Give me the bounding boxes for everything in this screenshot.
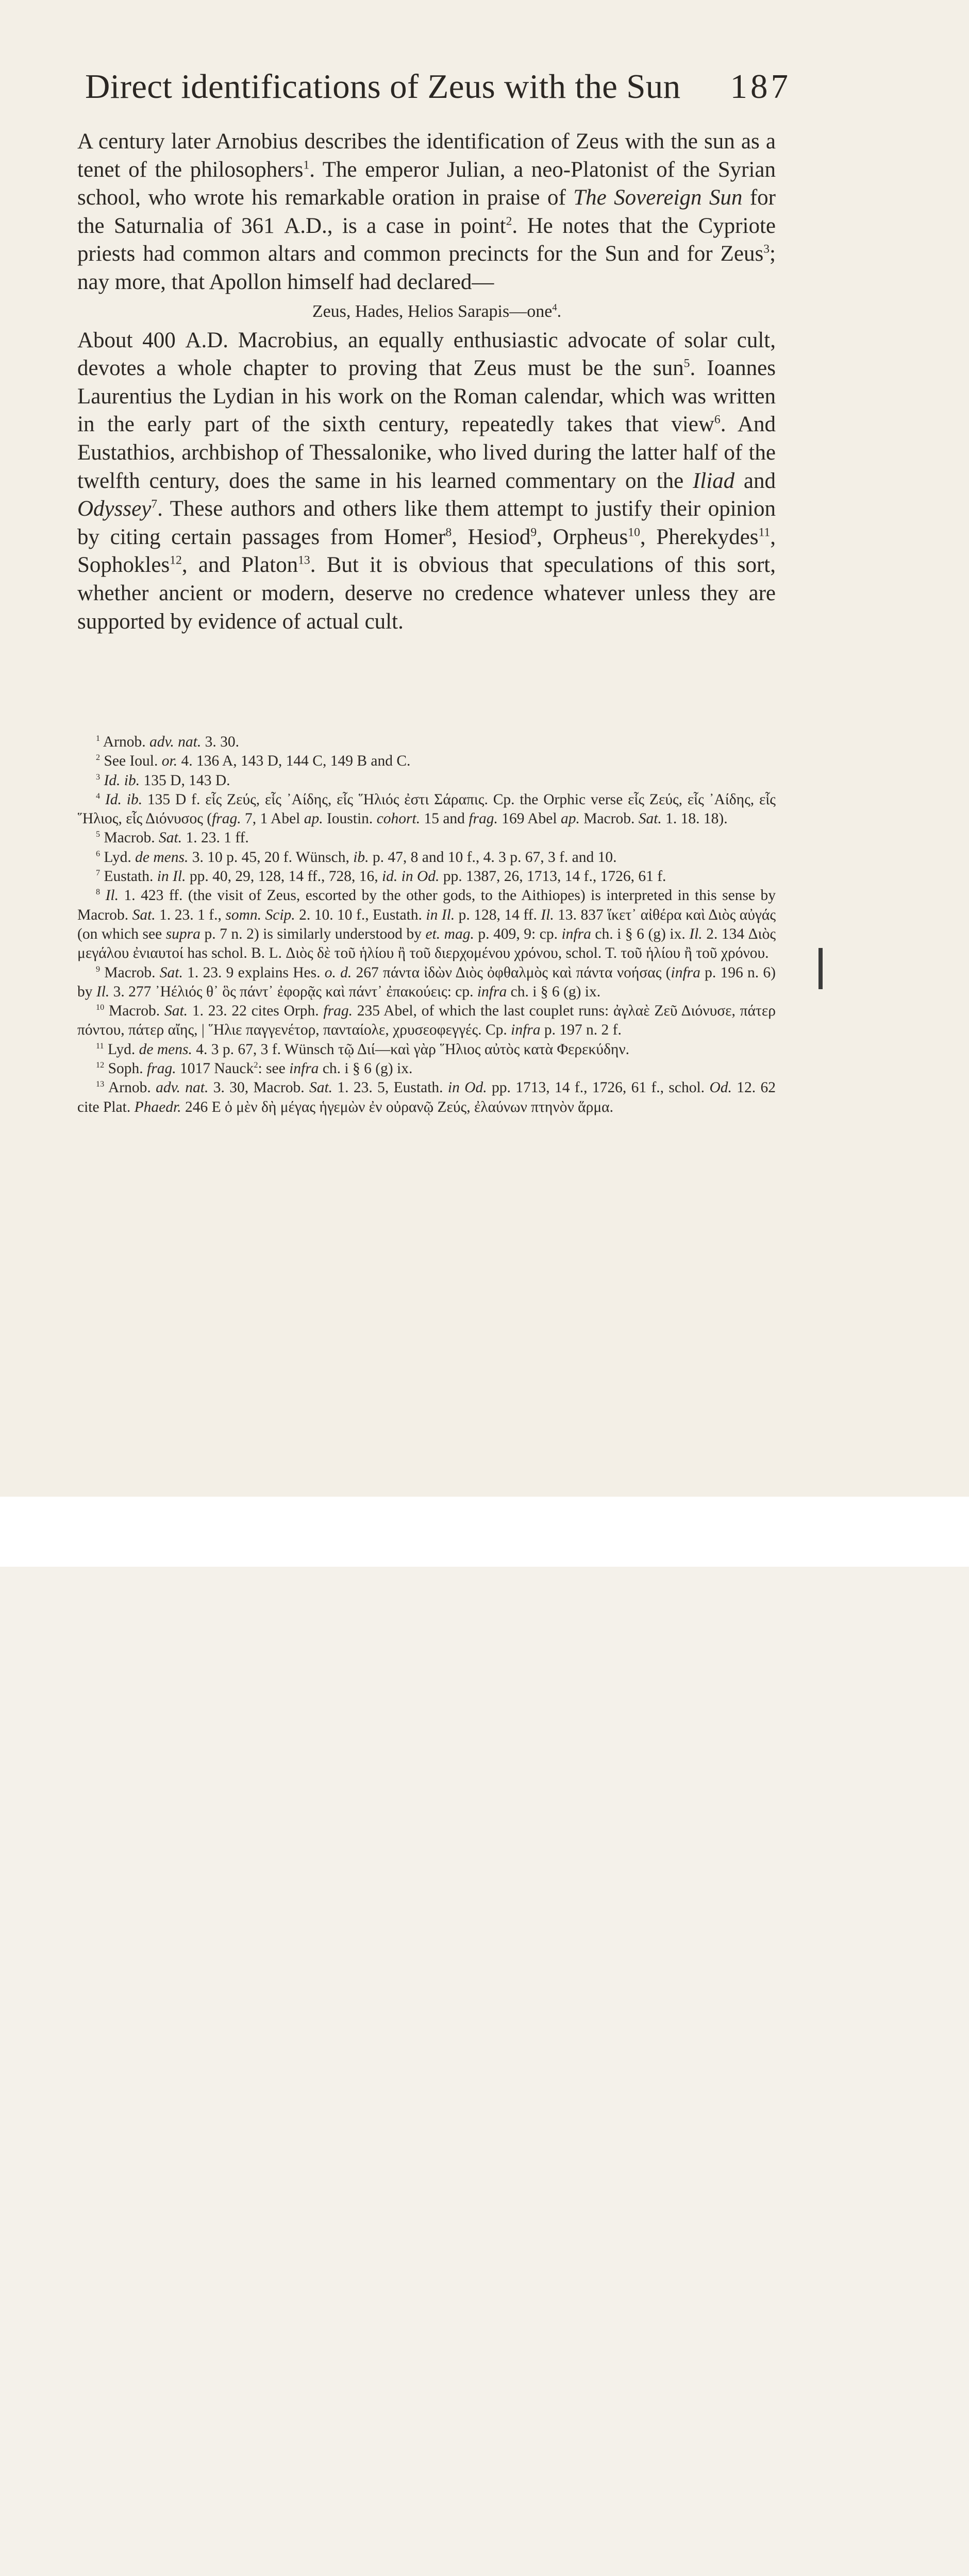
text-run: A century later Arnobius describes the identification of Zeus with the sun as a tenet of the philosophers — [77, 129, 776, 182]
text-run — [100, 791, 105, 808]
text-run: 1. 423 ff. (the visit of Zeus, escorted by the other gods, to the Aithiopes) is interpreted in this sense by Macrob. — [77, 887, 776, 923]
text-run: ch. i § 6 (g) ix. — [591, 925, 690, 942]
text-run: , Orpheus — [537, 524, 628, 549]
italic-ref: Od. — [709, 1079, 732, 1096]
italic-ref: frag. — [323, 1003, 353, 1020]
footnote-number: 11 — [96, 1041, 104, 1050]
footnote-number: 1 — [96, 734, 101, 743]
text-run: 267 πάντα ἰδὼν Διὸς ὀφθαλμὸς καὶ πάντα νοήσας ( — [352, 964, 671, 981]
text-run: , and Platon — [181, 553, 298, 578]
text-run: . He notes that the Cypriote priests had common altars and common precincts for the Sun and for Zeus — [77, 213, 776, 266]
italic-ref: Phaedr. — [134, 1098, 181, 1115]
text-run: 1. 23. 9 explains Hes. — [182, 964, 325, 981]
italic-ref: in Od. — [447, 1079, 487, 1096]
text-run: Macrob. — [104, 1003, 164, 1020]
main-text — [77, 128, 776, 636]
text-run: Macrob. — [579, 810, 639, 827]
text-run: . Ioannes Laurentius the Lydian in his work on the Roman calendar, which was written in the early part of the sixth century, repeatedly takes that view — [77, 356, 776, 437]
text-run: pp. 1713, 14 f., 1726, 61 f., schol. — [487, 1079, 710, 1096]
page-number: 187 — [730, 67, 791, 106]
text-run: Arnob. — [104, 1079, 156, 1096]
paragraph-1 — [77, 128, 776, 297]
italic-ref: frag. — [469, 810, 498, 827]
text-run — [397, 868, 401, 885]
italic-ref: cohort. — [376, 810, 421, 827]
text-run: 1. 23. 22 cites Orph. — [188, 1003, 324, 1020]
text-run: pp. 40, 29, 128, 14 ff., 728, 16, — [186, 868, 382, 885]
text-run: ch. i § 6 (g) ix. — [319, 1060, 413, 1077]
footnote-ref: 8 — [445, 526, 452, 539]
footnote-number: 4 — [96, 791, 101, 801]
italic-ref: Sat. — [309, 1079, 333, 1096]
text-run: 15 and — [420, 810, 469, 827]
footnote-ref: 10 — [628, 526, 640, 539]
footnote-ref: 7 — [151, 497, 158, 511]
block-quote — [77, 297, 776, 327]
italic-ref: Id. ib. — [104, 772, 140, 789]
footnote-number: 3 — [96, 772, 101, 782]
italic-ref: infra — [671, 964, 700, 981]
italic-title: Odyssey — [77, 497, 152, 521]
footnote-ref: 5 — [683, 357, 690, 370]
italic-ref: de mens. — [135, 849, 189, 866]
footnote — [77, 848, 776, 867]
italic-ref: Il. — [541, 906, 554, 923]
footnote — [77, 963, 776, 1002]
text-run: p. 196 n. 6) by — [77, 964, 776, 1000]
footnote-ref: 12 — [170, 553, 182, 567]
italic-ref: in Od. — [401, 868, 440, 885]
footnote-ref: 4 — [552, 302, 557, 313]
footnote-number: 5 — [96, 829, 101, 839]
italic-ref: in Il. — [157, 868, 186, 885]
footnote-number: 10 — [96, 1003, 105, 1012]
italic-ref: or. — [161, 753, 178, 770]
text-run: 3. 30, Macrob. — [208, 1079, 309, 1096]
text-run: p. 47, 8 and 10 f., 4. 3 p. 67, 3 f. and 10. — [369, 849, 617, 866]
italic-ref: Il. — [96, 983, 110, 1000]
italic-ref: id. — [381, 868, 398, 885]
italic-ref: Il. — [689, 925, 703, 942]
italic-ref: infra — [477, 983, 507, 1000]
text-run: Ioustin. — [323, 810, 377, 827]
italic-ref: somn. Scip. — [225, 906, 295, 923]
footnote-ref: 2 — [506, 214, 512, 228]
italic-ref: frag. — [147, 1060, 176, 1077]
text-run: and — [734, 468, 776, 493]
text-run: 135 D, 143 D. — [140, 772, 230, 789]
small-caps: A.D. — [284, 213, 327, 238]
text-run: , Hesiod — [452, 524, 531, 549]
footnotes — [77, 733, 776, 1117]
text-run: Zeus, Hades, Helios Sarapis—one — [312, 301, 553, 321]
text-run: Lyd. — [104, 1041, 139, 1058]
text-run: . But it is obvious that speculations of this sort, whether ancient or modern, deserve no credence whatever unless they are supported by evidence of actual cult. — [77, 553, 776, 634]
edition-sup: 2 — [254, 1060, 258, 1070]
footnote-ref: 1 — [303, 158, 310, 172]
footnote-ref: 3 — [763, 243, 770, 257]
text-run: 2. 134 Διὸς μεγάλου ἐνιαυτοί has schol. B. L. Διὸς δὲ τοῦ ἡλίου ἢ τοῦ διερχομένου χρόνου, schol. T. τοῦ ἡλίου ἢ τοῦ χρόνου. — [77, 925, 776, 962]
footnote — [77, 886, 776, 963]
text-run — [100, 887, 106, 904]
viewer-footer — [0, 1497, 969, 1567]
text-run: Macrob. — [100, 829, 159, 846]
italic-ref: o. d. — [324, 964, 352, 981]
italic-ref: infra — [289, 1060, 319, 1077]
text-run: . — [557, 301, 562, 321]
small-caps: A.D. — [185, 328, 229, 352]
footnote — [77, 1059, 776, 1078]
italic-ref: adv. nat. — [149, 734, 202, 750]
italic-ref: frag. — [212, 810, 241, 827]
text-run: p. 197 n. 2 f. — [540, 1022, 622, 1039]
text-run: . And Eustathios, archbishop of Thessalonike, who lived during the latter half of the twelfth century, does the same in his learned commentary on the — [77, 412, 776, 493]
text-run: . The emperor Julian, a neo-Platonist of the Syrian school, who wrote his remarkable oration in praise of — [77, 157, 776, 210]
footnote — [77, 752, 776, 771]
text-run: Soph. — [104, 1060, 147, 1077]
italic-ref: Sat. — [158, 829, 182, 846]
footnote-number: 13 — [96, 1079, 105, 1089]
footnote — [77, 867, 776, 886]
footnote — [77, 1002, 776, 1040]
italic-ref: infra — [511, 1022, 541, 1039]
footnote — [77, 1040, 776, 1059]
footnote-number: 2 — [96, 753, 101, 762]
text-run: 135 D f. εἷς Ζεύς, εἷς ᾿Αίδης, εἷς ῞Ηλιός ἐστι Σάραπις. Cp. the Orphic verse εἷς Ζεύς, εἷς ᾿Αίδης, εἷς ῞Ηλιος, εἷς Διόνυσος ( — [77, 791, 776, 827]
footnote-number: 6 — [96, 849, 101, 858]
italic-title: Iliad — [692, 468, 735, 493]
text-run: ch. i § 6 (g) ix. — [507, 983, 601, 1000]
text-run: 4. 136 A, 143 D, 144 C, 149 B and C. — [177, 753, 411, 770]
text-run: 12. 62 cite Plat. — [77, 1079, 776, 1115]
footnote-number: 7 — [96, 868, 101, 878]
text-run: , is a case in point — [327, 213, 506, 238]
italic-ref: Sat. — [164, 1003, 188, 1020]
text-run: Eustath. — [100, 868, 157, 885]
italic-ref: in Il. — [426, 906, 455, 923]
text-run: See Ioul. — [100, 753, 162, 770]
page-title: Direct identifications of Zeus with the Sun — [85, 67, 681, 106]
text-run: 246 E ὁ μὲν δὴ μέγας ἡγεμὼν ἐν οὐρανῷ Ζεύς, ἐλαύνων πτηνὸν ἅρμα. — [181, 1098, 613, 1115]
italic-ref: supra — [165, 925, 201, 942]
text-run: p. 128, 14 ff. — [455, 906, 541, 923]
italic-ref: Sat. — [159, 964, 183, 981]
text-run: for the Saturnalia of 361 — [77, 185, 776, 238]
text-run: p. 7 n. 2) is similarly understood by — [200, 925, 426, 942]
footnote-ref: 13 — [298, 553, 310, 567]
italic-ref: ap. — [560, 810, 580, 827]
text-run: 2. 10. 10 f., Eustath. — [295, 906, 426, 923]
text-run: 1. 23. 5, Eustath. — [332, 1079, 448, 1096]
text-run: Arnob. — [100, 734, 149, 750]
footnote-number: 12 — [96, 1060, 105, 1070]
text-run: Lyd. — [100, 849, 136, 866]
text-run: pp. 1387, 26, 1713, 14 f., 1726, 61 f. — [439, 868, 666, 885]
italic-ref: ib. — [353, 849, 369, 866]
text-run: , Sophokles — [77, 524, 776, 578]
paragraph-2 — [77, 327, 776, 636]
text-run: Macrob. — [100, 964, 160, 981]
footnote-ref: 9 — [530, 526, 537, 539]
footnote — [77, 1078, 776, 1117]
italic-ref: ap. — [304, 810, 323, 827]
text-run: 4. 3 p. 67, 3 f. Wünsch τῷ Διί—καὶ γὰρ ῞Ηλιος αὐτὸς κατὰ Φερεκύδην. — [192, 1041, 630, 1058]
text-run: : see — [258, 1060, 290, 1077]
margin-mark — [818, 948, 823, 989]
italic-ref: Id. ib. — [105, 791, 143, 808]
text-run: 1017 Nauck — [176, 1060, 254, 1077]
footnote — [77, 771, 776, 790]
italic-ref: et. mag. — [425, 925, 474, 942]
italic-ref: adv. nat. — [156, 1079, 209, 1096]
italic-ref: Il. — [105, 887, 119, 904]
text-run: 3. 30. — [201, 734, 239, 750]
footnote-ref: 6 — [714, 413, 721, 427]
text-run: p. 409, 9: cp. — [474, 925, 562, 942]
footnote-ref: 11 — [758, 526, 771, 539]
italic-ref: de mens. — [139, 1041, 192, 1058]
italic-title: The Sovereign Sun — [573, 185, 743, 210]
footnote — [77, 828, 776, 848]
footnote-number: 9 — [96, 964, 101, 974]
footnote — [77, 790, 776, 829]
text-run: ; nay more, that Apollon himself had declared— — [77, 242, 776, 294]
text-run: 1. 23. 1 f., — [155, 906, 226, 923]
text-run: 1. 18. 18). — [661, 810, 728, 827]
running-header — [85, 67, 791, 107]
text-run: 169 Abel — [497, 810, 561, 827]
italic-ref: infra — [561, 925, 591, 942]
text-run: 3. 10 p. 45, 20 f. Wünsch, — [188, 849, 354, 866]
text-run: 13. 837 ἵκετ᾿ αἰθέρα καὶ Διὸς αὐγάς (on which see — [77, 906, 776, 942]
footnote — [77, 733, 776, 752]
italic-ref: Sat. — [638, 810, 662, 827]
text-run: 7, 1 Abel — [241, 810, 304, 827]
footnote-number: 8 — [96, 887, 101, 897]
text-run: . These authors and others like them attempt to justify their opinion by citing certain passages from Homer — [77, 497, 776, 549]
italic-ref: Sat. — [132, 906, 156, 923]
text-run: , Pherekydes — [640, 524, 759, 549]
text-run: Macrobius, an equally enthusiastic advocate of solar cult, devotes a whole chapter to proving that Zeus must be the sun — [77, 328, 776, 381]
text-run: 1. 23. 1 ff. — [182, 829, 249, 846]
text-run: About 400 — [77, 328, 186, 352]
text-run: 3. 277 ᾿Ηέλιός θ᾿ ὃς πάντ᾿ ἐφορᾷς καὶ πάντ᾿ ἐπακούεις: cp. — [109, 983, 477, 1000]
text-run: 235 Abel, of which the last couplet runs: ἀγλαὲ Ζεῦ Διόνυσε, πάτερ πόντου, πάτερ αἴης, | ῞Ηλιε παγγενέτορ, πανταίολε, χρυσεοφεγγές. Cp. — [77, 1003, 776, 1039]
